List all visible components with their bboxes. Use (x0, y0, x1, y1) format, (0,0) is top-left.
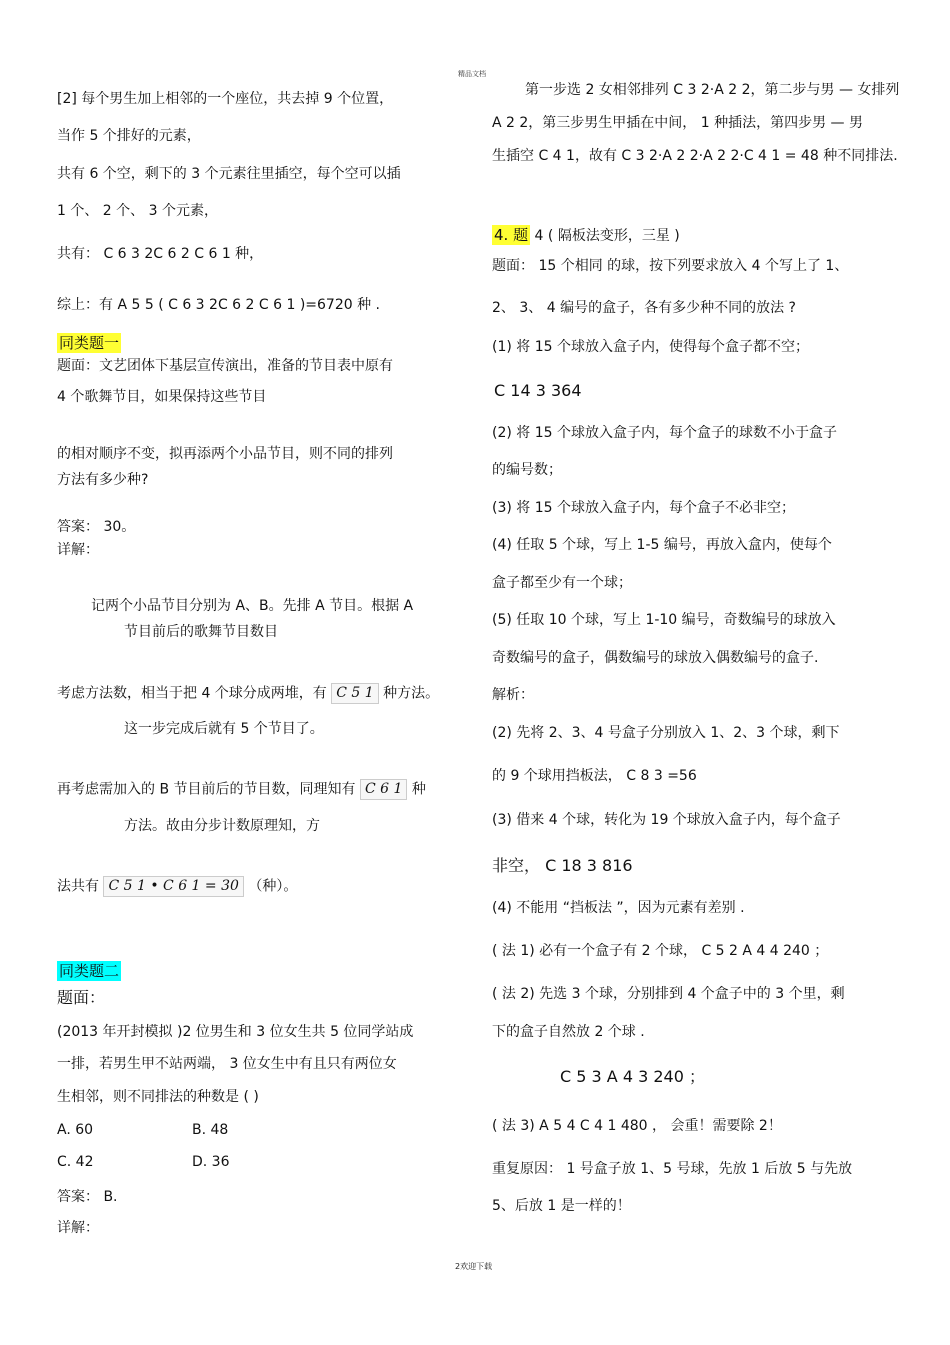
text-line: 共有 6 个空，剩下的 3 个元素往里插空，每个空可以插 (57, 166, 401, 182)
formula-line: 的 9 个球用挡板法， C 8 3 =56 (492, 768, 697, 784)
text-line: (4) 任取 5 个球，写上 1-5 编号，再放入盒内，使每个 (492, 537, 832, 553)
formula-line: C 5 3 A 4 3 240 ； (560, 1067, 705, 1086)
text-line: 的相对顺序不变，拟再添两个小品节目，则不同的排列 (57, 446, 393, 462)
option-b: B. 48 (192, 1122, 229, 1138)
text-line: A 2 2，第三步男生甲插在中间， 1 种插法，第四步男 — 男 (492, 115, 863, 131)
text-line: 1 个、 2 个、 3 个元素， (57, 203, 218, 219)
text-line: 当作 5 个排好的元素， (57, 128, 201, 144)
problem-tag: 4 ( 隔板法变形，三星 ) (534, 228, 680, 244)
text-line: (3) 将 15 个球放入盒子内，每个盒子不必非空； (492, 500, 795, 516)
text-line: 5、后放 1 是一样的！ (492, 1198, 631, 1214)
text-line: 2、 3、 4 编号的盒子，各有多少种不同的放法 ? (492, 300, 796, 316)
text-line: 这一步完成后就有 5 个节目了。 (124, 721, 324, 737)
text-line: 生相邻，则不同排法的种数是 ( ) (57, 1089, 259, 1105)
problem-number: 4. 题 (494, 226, 529, 244)
formula-line: 共有： C 6 3 2C 6 2 C 6 1 种， (57, 246, 264, 262)
answer-line: 答案： 30。 (57, 519, 136, 535)
text-line: 题面： 15 个相同 的球，按下列要求放入 4 个写上了 1、 (492, 258, 849, 274)
section-heading-similar-1: 同类题一 (59, 334, 120, 352)
text-line (57, 876, 297, 897)
text-line: (1) 将 15 个球放入盒子内，使得每个盒子都不空； (492, 339, 809, 355)
page-footer: 2欢迎下载 (455, 1262, 493, 1271)
formula-line: ( 法 1) 必有一个盒子有 2 个球， C 5 2 A 4 4 240 ； (492, 943, 829, 959)
text-line: 下的盒子自然放 2 个球 . (492, 1024, 645, 1040)
text-line: 题面：文艺团体下基层宣传演出，准备的节目表中原有 (57, 358, 393, 374)
text-line: [2] 每个男生加上相邻的一个座位，共去掉 9 个位置， (57, 91, 394, 107)
option-c: C. 42 (57, 1154, 94, 1170)
formula-image: C 6 1 (360, 779, 407, 800)
text-line: 的编号数； (492, 462, 562, 478)
text-segment: （种）。 (248, 878, 298, 895)
text-line: (4) 不能用 “挡板法 ”，因为元素有差别 . (492, 900, 745, 916)
text-segment: 考虑方法数，相当于把 4 个球分成两堆，有 (57, 685, 327, 702)
text-line (57, 779, 426, 800)
subheading: 题面： (57, 988, 106, 1007)
text-line: 方法有多少种? (57, 472, 149, 488)
answer-line: 答案： B. (57, 1189, 118, 1205)
formula-line: C 14 3 364 (494, 381, 582, 400)
text-line (57, 683, 439, 704)
text-line: 记两个小品节目分别为 A、B。先排 A 节目。根据 A (91, 598, 414, 614)
page-header: 精品文档 (458, 70, 486, 78)
formula-line: 非空， C 18 3 816 (492, 856, 633, 875)
text-line: 详解： (57, 1220, 99, 1236)
formula-image: C 5 1 • C 6 1 = 30 (103, 876, 243, 897)
text-segment: 法共有 (57, 878, 99, 895)
text-line: (2) 将 15 个球放入盒子内，每个盒子的球数不小于盒子 (492, 425, 837, 441)
option-a: A. 60 (57, 1122, 94, 1138)
text-line: ( 法 2) 先选 3 个球，分别排到 4 个盒子中的 3 个里，剩 (492, 986, 845, 1002)
formula-line: ( 法 3) A 5 4 C 4 1 480 ， 会重！需要除 2！ (492, 1118, 782, 1134)
text-segment: 再考虑需加入的 B 节目前后的节目数，同理知有 (57, 781, 356, 798)
text-line: 解析： (492, 687, 534, 703)
text-line: 4 个歌舞节目，如果保持这些节目 (57, 389, 267, 405)
text-line: (5) 任取 10 个球，写上 1-10 编号，奇数编号的球放入 (492, 612, 836, 628)
text-line: 重复原因： 1 号盒子放 1、5 号球，先放 1 后放 5 与先放 (492, 1161, 853, 1177)
text-line: 一排，若男生甲不站两端， 3 位女生中有且只有两位女 (57, 1056, 397, 1072)
section-heading-similar-2: 同类题二 (59, 962, 120, 980)
option-d: D. 36 (192, 1154, 230, 1170)
text-line: 详解： (57, 542, 99, 558)
text-line: 节目前后的歌舞节目数目 (124, 624, 278, 640)
problem-heading (492, 226, 680, 245)
text-line: 方法。故由分步计数原理知，方 (124, 818, 320, 834)
text-line: 奇数编号的盒子，偶数编号的球放入偶数编号的盒子. (492, 650, 819, 666)
text-line: (2013 年开封模拟 )2 位男生和 3 位女生共 5 位同学站成 (57, 1024, 414, 1040)
text-segment: 种方法。 (383, 685, 440, 702)
text-line: 盒子都至少有一个球； (492, 575, 632, 591)
formula-image: C 5 1 (331, 683, 378, 704)
text-line: (2) 先将 2、3、4 号盒子分别放入 1、2、3 个球，剩下 (492, 725, 840, 741)
formula-line: 综上：有 A 5 5 ( C 6 3 2C 6 2 C 6 1 )=6720 种 . (57, 297, 381, 313)
text-line: (3) 借来 4 个球，转化为 19 个球放入盒子内，每个盒子 (492, 812, 841, 828)
text-line: 第一步选 2 女相邻排列 C 3 2·A 2 2，第二步与男 — 女排列 (525, 82, 900, 98)
text-segment: 种 (411, 781, 426, 798)
text-line: 生插空 C 4 1，故有 C 3 2·A 2 2·A 2 2·C 4 1 = 48 种不同排法. (492, 148, 898, 164)
